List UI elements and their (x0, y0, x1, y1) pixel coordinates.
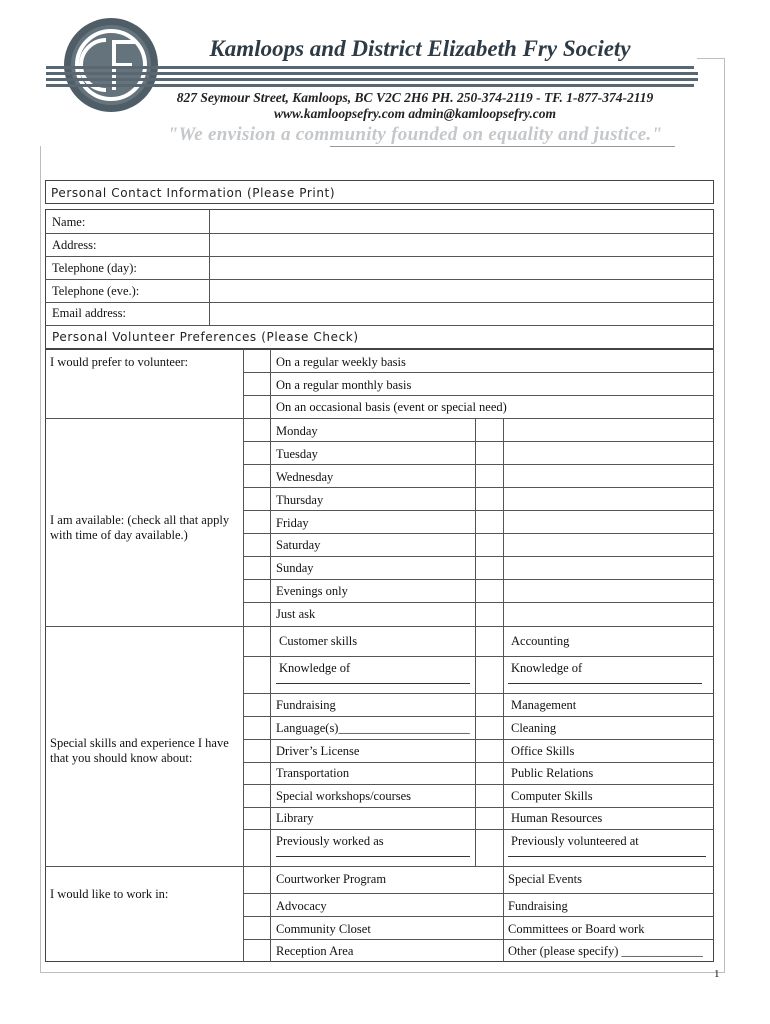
work-left-1-checkbox[interactable] (245, 868, 269, 892)
just-ask: Just ask (276, 607, 316, 621)
table-divider (243, 372, 714, 373)
address-field[interactable] (211, 234, 712, 255)
skill-left-1: Customer skills (279, 634, 358, 648)
address-label: Address: (52, 238, 97, 252)
availability-label: I am available: (check all that apply with time of day available.) (50, 513, 230, 542)
contact-heading: Personal Contact Information (Please Print) (51, 186, 336, 200)
work-right-1: Special Events (508, 872, 582, 886)
tuesday-checkbox[interactable] (245, 443, 269, 463)
skill-left-2-blank[interactable] (276, 683, 470, 684)
skill-left-6: Transportation (276, 766, 350, 780)
work-left-2: Advocacy (276, 899, 327, 913)
telephone-eve-label: Telephone (eve.): (52, 284, 140, 298)
day-friday: Friday (276, 516, 309, 530)
day-tuesday: Tuesday (276, 447, 318, 461)
table-divider (45, 626, 714, 627)
preferences-heading: Personal Volunteer Preferences (Please Check) (52, 330, 359, 344)
thursday-checkbox[interactable] (245, 489, 269, 509)
day-sunday: Sunday (276, 561, 314, 575)
table-divider (243, 893, 714, 894)
table-divider (45, 866, 714, 867)
table-divider (475, 626, 476, 866)
page-edge-line (40, 972, 725, 973)
header-stripe (46, 72, 698, 75)
name-label: Name: (52, 215, 86, 229)
prefer-weekly: On a regular weekly basis (276, 355, 406, 369)
header-stripe (46, 78, 698, 81)
work-label: I would like to work in: (50, 887, 169, 901)
work-right-3: Committees or Board work (508, 922, 645, 936)
prefer-monthly-checkbox[interactable] (245, 374, 269, 394)
table-divider (475, 418, 476, 626)
skills-label: Special skills and experience I have that you should know about: (50, 736, 229, 765)
skill-right-4: Cleaning (511, 721, 557, 735)
availability-time-column[interactable] (505, 420, 712, 624)
skill-right-checkbox-column[interactable] (477, 628, 502, 865)
skill-right-3: Management (511, 698, 577, 712)
skill-left-8: Library (276, 811, 314, 825)
work-left-1: Courtworker Program (276, 872, 387, 886)
availability-checkbox-column[interactable] (477, 420, 502, 624)
skill-left-9: Previously worked as (276, 834, 384, 848)
page-number: 1 (714, 968, 720, 980)
work-right-4: Other (please specify) _____________ (508, 944, 703, 958)
skill-left-4: Language(s)_____________________ (276, 721, 470, 735)
skill-left-6-checkbox[interactable] (245, 764, 269, 783)
day-saturday: Saturday (276, 538, 321, 552)
society-logo (62, 16, 160, 114)
email-label: Email address: (52, 306, 126, 320)
work-left-2-checkbox[interactable] (245, 895, 269, 915)
day-thursday: Thursday (276, 493, 324, 507)
page-edge-line (40, 146, 41, 973)
telephone-eve-field[interactable] (211, 280, 712, 301)
day-wednesday: Wednesday (276, 470, 334, 484)
skill-left-5: Driver’s License (276, 744, 360, 758)
motto: "We envision a community founded on equality and justice." (167, 124, 663, 145)
saturday-checkbox[interactable] (245, 535, 269, 555)
work-left-4-checkbox[interactable] (245, 941, 269, 961)
prefer-weekly-checkbox[interactable] (245, 351, 269, 371)
skill-right-9: Previously volunteered at (511, 834, 639, 848)
skill-right-1: Accounting (511, 634, 570, 648)
day-monday: Monday (276, 424, 318, 438)
organization-name: Kamloops and District Elizabeth Fry Society (209, 36, 631, 61)
skill-left-9-blank[interactable] (276, 856, 470, 857)
motto-underline (330, 146, 675, 147)
just-ask-checkbox[interactable] (245, 604, 269, 624)
table-divider (45, 325, 714, 326)
skill-left-2: Knowledge of (279, 661, 351, 675)
evenings-checkbox[interactable] (245, 581, 269, 601)
work-left-4: Reception Area (276, 944, 354, 958)
skill-left-5-checkbox[interactable] (245, 741, 269, 761)
skill-left-8-checkbox[interactable] (245, 809, 269, 828)
monday-checkbox[interactable] (245, 420, 269, 440)
skill-left-3: Fundraising (276, 698, 336, 712)
table-divider (209, 209, 210, 325)
prefer-occasional: On an occasional basis (event or special need) (276, 400, 507, 414)
table-divider (503, 418, 504, 626)
prefer-occasional-checkbox[interactable] (245, 397, 269, 417)
skill-left-7: Special workshops/courses (276, 789, 412, 803)
table-divider (243, 916, 714, 917)
work-left-3: Community Closet (276, 922, 371, 936)
skill-left-2-checkbox[interactable] (245, 658, 269, 692)
sunday-checkbox[interactable] (245, 558, 269, 578)
skill-right-2: Knowledge of (511, 661, 583, 675)
skill-left-7-checkbox[interactable] (245, 786, 269, 806)
skill-right-6: Public Relations (511, 766, 594, 780)
contact-heading-box (45, 180, 714, 204)
header-stripe (46, 66, 694, 69)
skill-left-4-checkbox[interactable] (245, 718, 269, 738)
telephone-day-field[interactable] (211, 257, 712, 278)
work-left-3-checkbox[interactable] (245, 918, 269, 938)
page-edge-line (697, 58, 725, 59)
skill-right-5: Office Skills (511, 744, 575, 758)
friday-checkbox[interactable] (245, 512, 269, 532)
name-field[interactable] (211, 211, 712, 232)
skill-left-1-checkbox[interactable] (245, 628, 269, 655)
skill-right-8: Human Resources (511, 811, 603, 825)
skill-right-2-blank[interactable] (508, 683, 702, 684)
skill-right-9-blank[interactable] (508, 856, 706, 857)
wednesday-checkbox[interactable] (245, 466, 269, 486)
table-divider (503, 626, 504, 866)
prefer-label: I would prefer to volunteer: (50, 355, 189, 369)
table-divider (243, 395, 714, 396)
web-email-line: www.kamloopsefry.com admin@kamloopsefry.com (274, 106, 556, 121)
skill-left-3-checkbox[interactable] (245, 695, 269, 715)
table-divider (503, 866, 504, 962)
skill-left-9-checkbox[interactable] (245, 831, 269, 865)
table-divider (243, 939, 714, 940)
evenings-only: Evenings only (276, 584, 348, 598)
telephone-day-label: Telephone (day): (52, 261, 137, 275)
address-line: 827 Seymour Street, Kamloops, BC V2C 2H6 PH. 250-374-2119 - TF. 1-877-374-2119 (176, 90, 654, 105)
prefer-monthly: On a regular monthly basis (276, 378, 412, 392)
email-field[interactable] (211, 303, 712, 324)
work-right-2: Fundraising (508, 899, 568, 913)
skill-right-7: Computer Skills (511, 789, 593, 803)
page-edge-line (724, 58, 725, 973)
table-divider (45, 418, 714, 419)
header-stripe (46, 84, 694, 87)
